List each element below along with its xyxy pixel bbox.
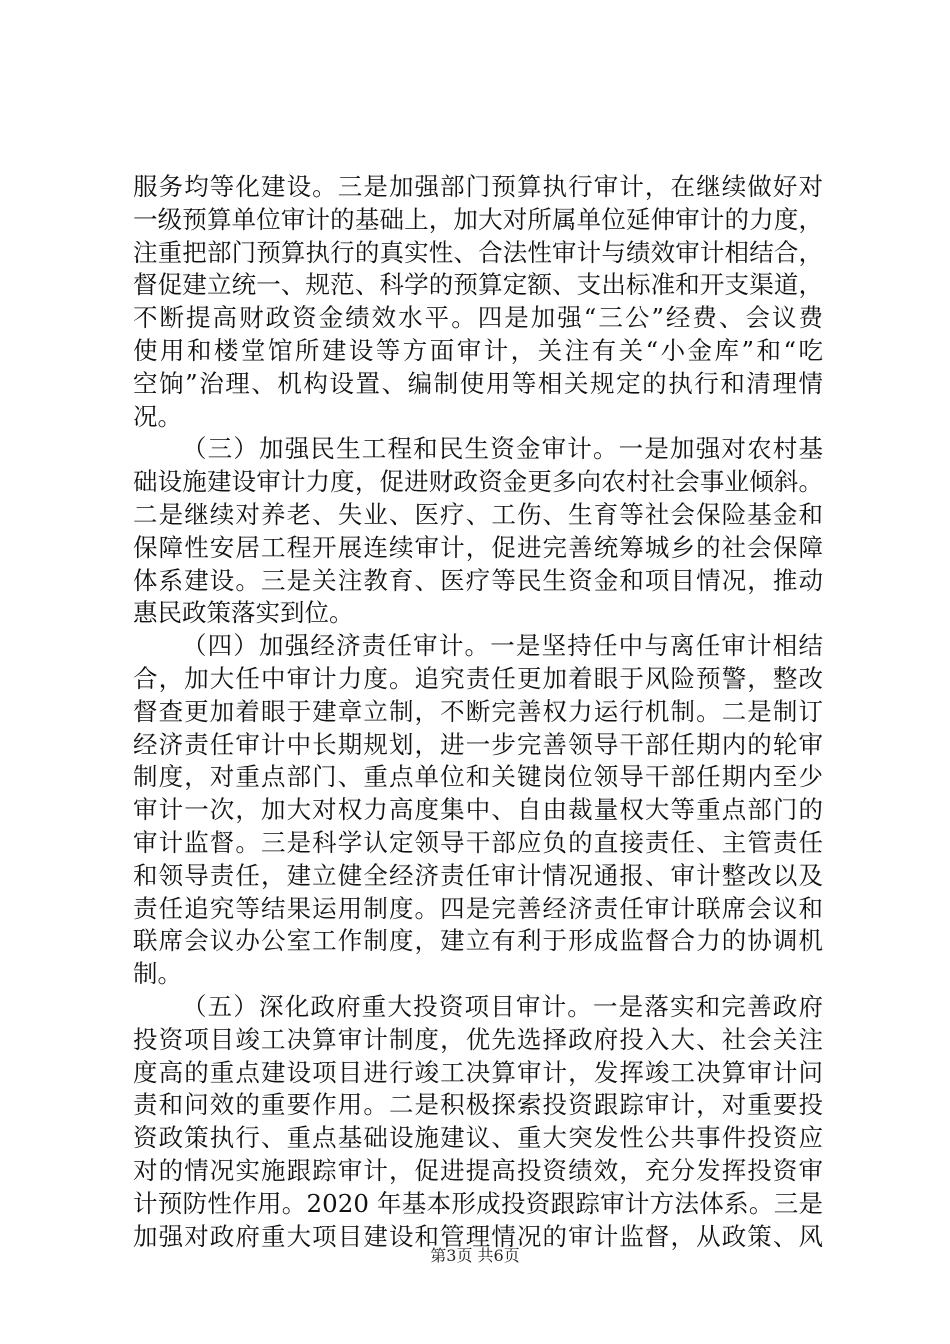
text-line: 计预防性作用。2020 年基本形成投资跟踪审计方法体系。三是	[133, 1188, 823, 1218]
text-line: 资政策执行、重点基础设施建议、重大突发性公共事件投资应	[133, 1123, 823, 1153]
text-line: 审计一次，加大对权力高度集中、自由裁量权大等重点部门的	[133, 795, 823, 825]
text-line: 经济责任审计中长期规划，进一步完善领导干部任期内的轮审	[133, 729, 823, 759]
page-number-footer: 第3页 共6页	[430, 1246, 520, 1265]
text-line: 不断提高财政资金绩效水平。四是加强“三公”经费、会议费	[133, 303, 823, 333]
text-line: 服务均等化建设。三是加强部门预算执行审计，在继续做好对	[133, 172, 823, 201]
text-line: 对的情况实施跟踪审计，促进提高投资绩效，充分发挥投资审	[133, 1155, 823, 1185]
text-line: 空饷”治理、机构设置、编制使用等相关规定的执行和清理情	[133, 368, 823, 398]
text-line: 体系建设。三是关注教育、医疗等民生资金和项目情况，推动	[133, 565, 823, 595]
text-line: 督查更加着眼于建章立制，不断完善权力运行机制。二是制订	[133, 696, 823, 726]
text-line: 使用和楼堂馆所建设等方面审计，关注有关“小金库”和“吃	[133, 335, 823, 365]
document-body	[133, 171, 823, 1253]
text-line: 惠民政策落实到位。	[133, 598, 354, 628]
section-heading-line: （五）深化政府重大投资项目审计。一是落实和完善政府	[182, 991, 823, 1021]
text-line: 保障性安居工程开展连续审计，促进完善统筹城乡的社会保障	[133, 532, 823, 562]
text-line: 联席会议办公室工作制度，建立有利于形成监督合力的协调机	[133, 926, 823, 956]
text-line: 合，加大任中审计力度。追究责任更加着眼于风险预警，整改	[133, 663, 823, 693]
text-line: 注重把部门预算执行的真实性、合法性审计与绩效审计相结合，	[133, 237, 823, 267]
text-line: 加强对政府重大项目建设和管理情况的审计监督，从政策、风	[133, 1221, 823, 1251]
text-line: 制度，对重点部门、重点单位和关键岗位领导干部任期内至少	[133, 762, 823, 792]
section-heading-line: （三）加强民生工程和民生资金审计。一是加强对农村基	[182, 434, 823, 464]
text-line: 责和问效的重要作用。二是积极探索投资跟踪审计，对重要投	[133, 1090, 823, 1120]
text-line: 况。	[133, 401, 182, 431]
text-line: 和领导责任，建立健全经济责任审计情况通报、审计整改以及	[133, 860, 823, 890]
text-line: 审计监督。三是科学认定领导干部应负的直接责任、主管责任	[133, 827, 823, 857]
text-line: 一级预算单位审计的基础上，加大对所属单位延伸审计的力度，	[133, 204, 823, 234]
text-line: 度高的重点建设项目进行竣工决算审计，发挥竣工决算审计问	[133, 1057, 823, 1087]
text-line: 制。	[133, 959, 182, 989]
text-line: 责任追究等结果运用制度。四是完善经济责任审计联席会议和	[133, 893, 823, 923]
text-line: 投资项目竣工决算审计制度，优先选择政府投入大、社会关注	[133, 1024, 823, 1054]
text-line: 督促建立统一、规范、科学的预算定额、支出标准和开支渠道，	[133, 270, 823, 300]
text-line: 二是继续对养老、失业、医疗、工伤、生育等社会保险基金和	[133, 499, 823, 529]
text-line: 础设施建设审计力度，促进财政资金更多向农村社会事业倾斜。	[133, 467, 823, 497]
section-heading-line: （四）加强经济责任审计。一是坚持任中与离任审计相结	[182, 631, 823, 661]
